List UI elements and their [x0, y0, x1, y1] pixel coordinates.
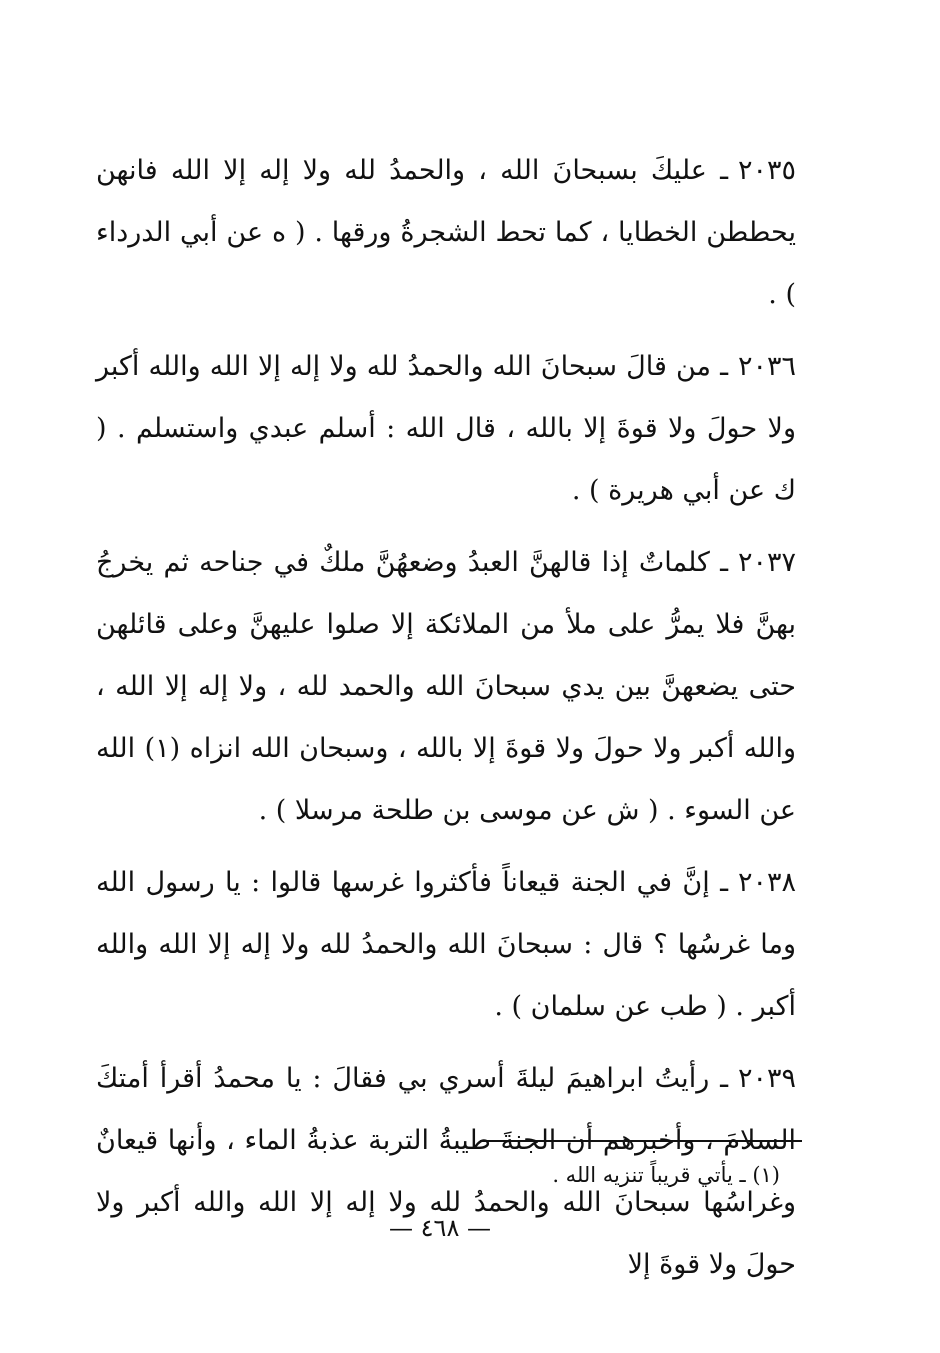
- page-number: — ٤٦٨ —: [389, 1214, 491, 1242]
- hadith-entry-2037: [96, 532, 796, 842]
- hadith-number: ٢٠٣٧: [737, 547, 796, 578]
- hadith-entry-2035: [96, 140, 796, 326]
- hadith-number: ٢٠٣٥: [737, 155, 796, 186]
- footnote-divider: [480, 1140, 802, 1142]
- hadith-entry-2038: [96, 852, 796, 1038]
- hadith-text: ـ رأيتُ ابراهيمَ ليلةَ أسري بي فقالَ : يا محمدُ أقرأ أمتكَ السلامَ ، وأخبرهم أن الجنةَ طيبةُ التربة عذبةُ الماء ، وأنها قيعانٌ وغراسُها سبحانَ الله والحمدُ لله ولا إله إلا الله والله أكبر ولا حولَ ولا قوةَ إلا: [96, 1063, 796, 1280]
- hadith-text: ـ عليكَ بسبحانَ الله ، والحمدُ لله ولا إله إلا الله فانهن يحططن الخطايا ، كما تحط الشجرةُ ورقها . ( ه عن أبي الدرداء ) .: [96, 155, 796, 310]
- hadith-text-block: [96, 140, 796, 1306]
- hadith-text: ـ من قالَ سبحانَ الله والحمدُ لله ولا إله إلا الله والله أكبر ولا حولَ ولا قوةَ إلا بالله ، قال الله : أسلم عبدي واستسلم . ( ك عن أبي هريرة ) .: [96, 351, 796, 506]
- hadith-number: ٢٠٣٨: [737, 867, 796, 898]
- hadith-entry-2036: [96, 336, 796, 522]
- hadith-text: ـ كلماتٌ إذا قالهنَّ العبدُ وضعهُنَّ ملكٌ في جناحه ثم يخرجُ بهنَّ فلا يمرُّ على ملأ من الملائكة إلا صلوا عليهنَّ وعلى قائلهن حتى يضعهنَّ بين يدي سبحانَ الله والحمد لله ، ولا إله إلا الله ، والله أكبر ولا حولَ ولا قوةَ إلا بالله ، وسبحان الله انزاه (١) الله عن السوء . ( ش عن موسى بن طلحة مرسلا ) .: [96, 547, 796, 826]
- hadith-number: ٢٠٣٦: [737, 351, 796, 382]
- hadith-number: ٢٠٣٩: [737, 1063, 796, 1094]
- footnote: (١) ـ يأتي قريباً تنزيه الله .: [552, 1163, 780, 1187]
- hadith-text: ـ إنَّ في الجنة قيعاناً فأكثروا غرسها قالوا : يا رسول الله وما غرسُها ؟ قال : سبحانَ الله والحمدُ لله ولا إله إلا الله والله أكبر . ( طب عن سلمان ) .: [96, 867, 796, 1022]
